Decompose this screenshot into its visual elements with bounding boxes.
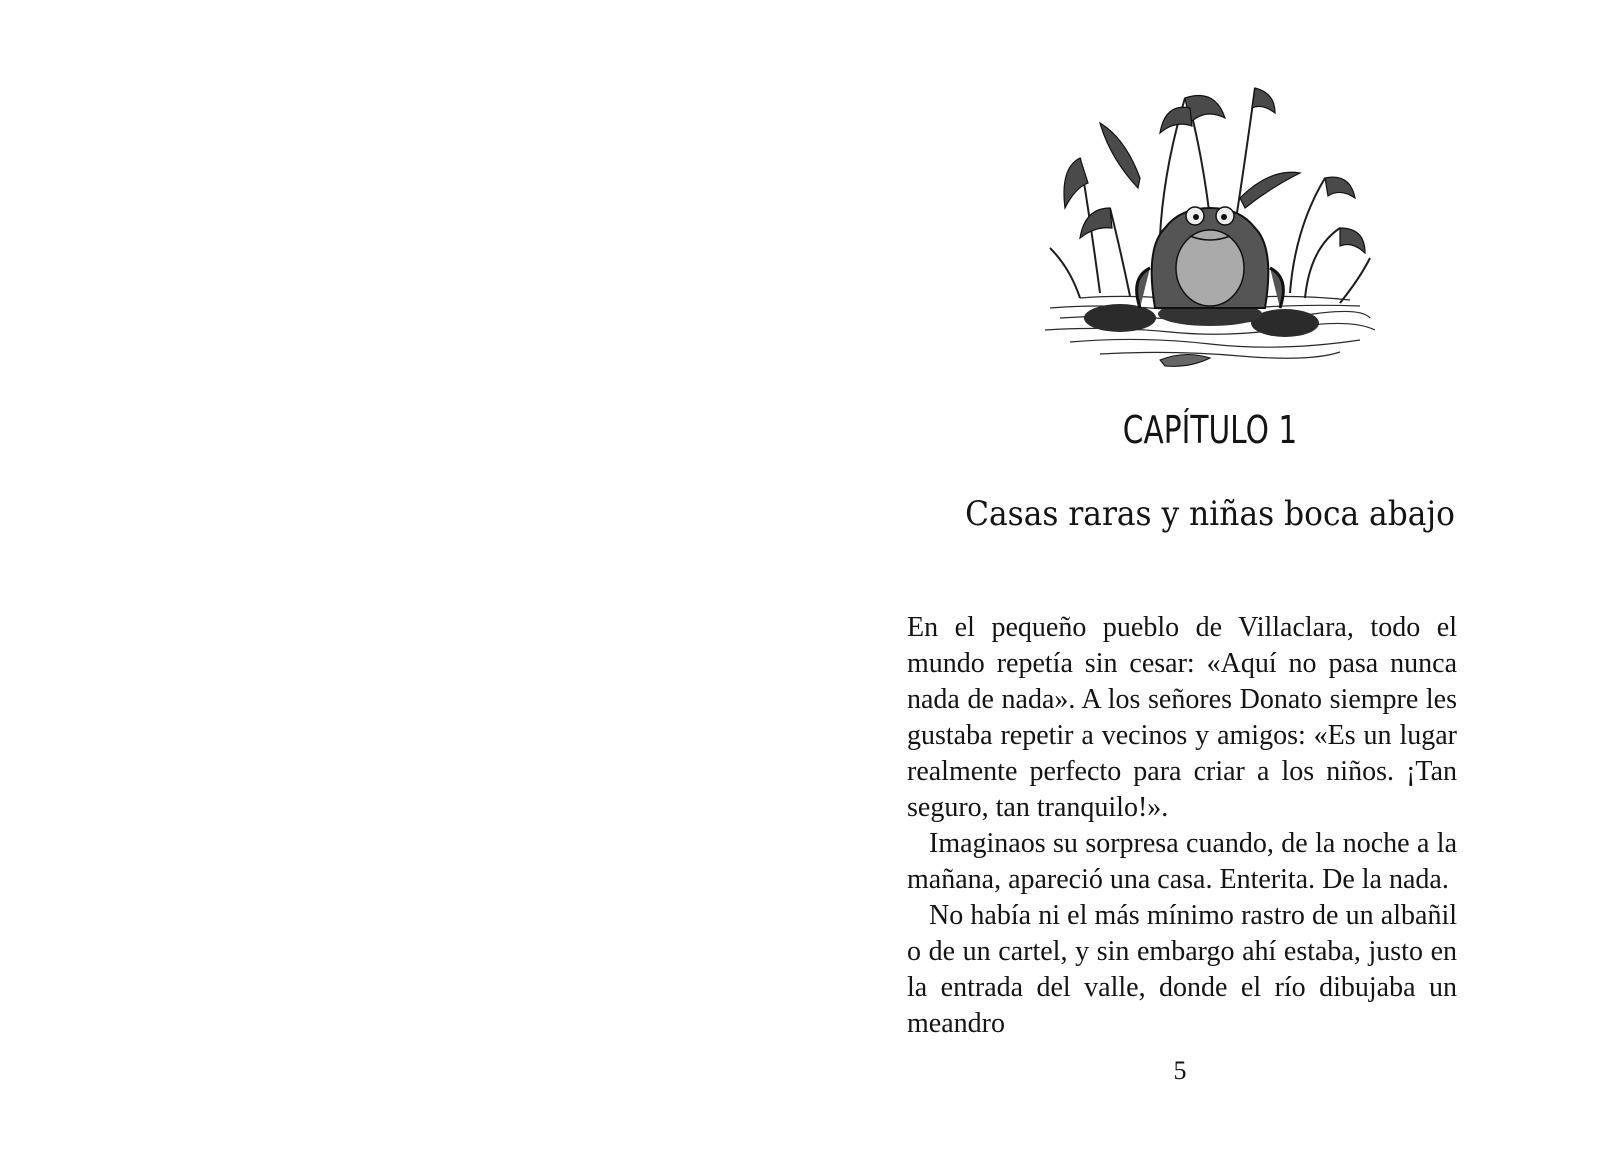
chapter-body-text — [907, 610, 1457, 1042]
frog-icon — [1137, 207, 1284, 308]
page-number: 5 — [1173, 1056, 1187, 1085]
frog-illustration — [1040, 78, 1380, 388]
paragraph: En el pequeño pueblo de Villaclara, todo el mundo repetía sin cesar: «Aquí no pasa nunca nada de nada». A los señores Donato siempre les gustaba repetir a vecinos y amigos: «Es un lugar realmente perfecto para criar a los niños. ¡Tan seguro, tan tranquilo!». — [907, 612, 1457, 823]
paragraph: Imaginaos su sorpresa cuando, de la noche a la mañana, apareció una casa. Enterita. De la nada. — [907, 828, 1457, 895]
lily-pad-icon — [1160, 354, 1210, 366]
chapter-label: CAPÍTULO 1 — [1122, 408, 1298, 452]
chapter-title: Casas raras y niñas boca abajo — [965, 494, 1455, 534]
right-page — [800, 0, 1600, 1171]
paragraph: No había ni el más mínimo rastro de un albañil o de un cartel, y sin embargo ahí estaba, justo en la entrada del valle, donde el río dibujaba un meandro — [907, 900, 1457, 1039]
